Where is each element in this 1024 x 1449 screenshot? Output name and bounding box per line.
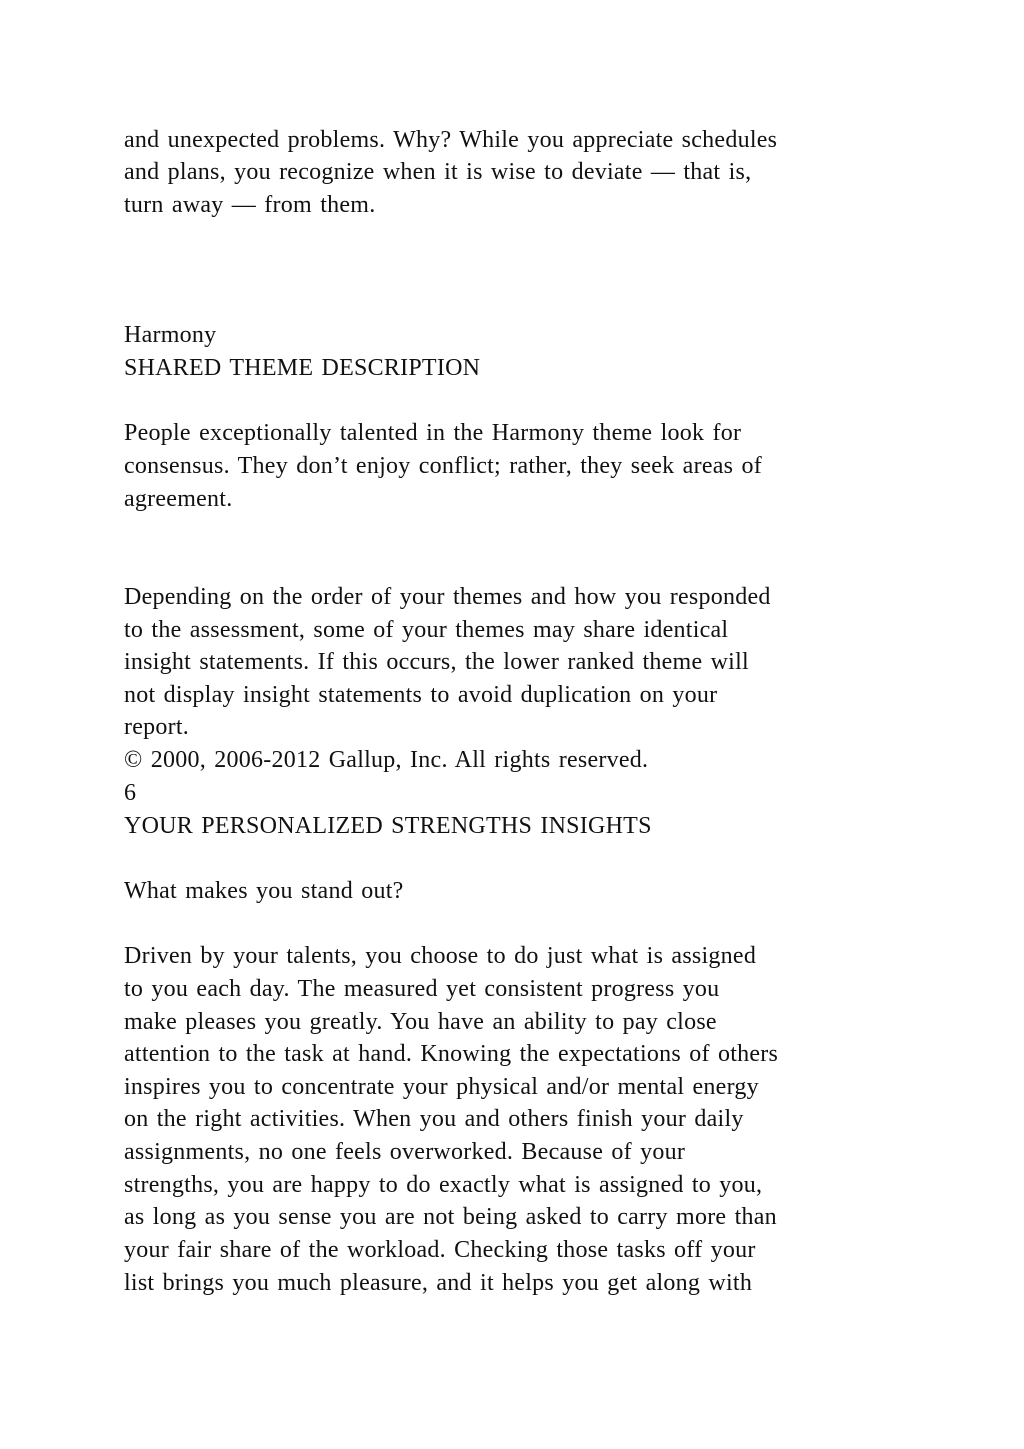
body-line-6: on the right activities. When you and others finish your daily bbox=[124, 1106, 744, 1132]
body-line-10: your fair share of the workload. Checking those tasks off your bbox=[124, 1237, 756, 1263]
notice-line-5: report. bbox=[124, 714, 190, 740]
body-line-9: as long as you sense you are not being asked to carry more than bbox=[124, 1204, 777, 1230]
body-line-4: attention to the task at hand. Knowing the expectations of others bbox=[124, 1041, 779, 1067]
body-line-8: strengths, you are happy to do exactly what is assigned to you, bbox=[124, 1172, 763, 1198]
body-line-11: list brings you much pleasure, and it helps you get along with bbox=[124, 1270, 753, 1296]
notice-line-2: to the assessment, some of your themes may share identical bbox=[124, 617, 729, 643]
intro-line-2: and plans, you recognize when it is wise to deviate — that is, bbox=[124, 159, 752, 185]
body-line-5: inspires you to concentrate your physical and/or mental energy bbox=[124, 1074, 759, 1100]
body-line-1: Driven by your talents, you choose to do just what is assigned bbox=[124, 943, 757, 969]
copyright-notice: © 2000, 2006-2012 Gallup, Inc. All rights reserved. bbox=[124, 747, 649, 773]
theme-description-line-2: consensus. They don’t enjoy conflict; rather, they seek areas of bbox=[124, 453, 762, 479]
notice-line-4: not display insight statements to avoid duplication on your bbox=[124, 682, 718, 708]
notice-line-1: Depending on the order of your themes and how you responded bbox=[124, 584, 771, 610]
theme-description-line-1: People exceptionally talented in the Harmony theme look for bbox=[124, 420, 742, 446]
theme-description-line-3: agreement. bbox=[124, 486, 233, 512]
body-line-3: make pleases you greatly. You have an ability to pay close bbox=[124, 1009, 717, 1035]
page-number: 6 bbox=[124, 780, 137, 806]
intro-line-3: turn away — from them. bbox=[124, 192, 376, 218]
body-line-7: assignments, no one feels overworked. Because of your bbox=[124, 1139, 686, 1165]
theme-title: Harmony bbox=[124, 322, 217, 348]
theme-subtitle: SHARED THEME DESCRIPTION bbox=[124, 355, 481, 381]
body-line-2: to you each day. The measured yet consistent progress you bbox=[124, 976, 720, 1002]
section-heading: YOUR PERSONALIZED STRENGTHS INSIGHTS bbox=[124, 813, 652, 839]
section-question: What makes you stand out? bbox=[124, 878, 404, 904]
intro-line-1: and unexpected problems. Why? While you appreciate schedules bbox=[124, 127, 778, 153]
notice-line-3: insight statements. If this occurs, the lower ranked theme will bbox=[124, 649, 749, 675]
